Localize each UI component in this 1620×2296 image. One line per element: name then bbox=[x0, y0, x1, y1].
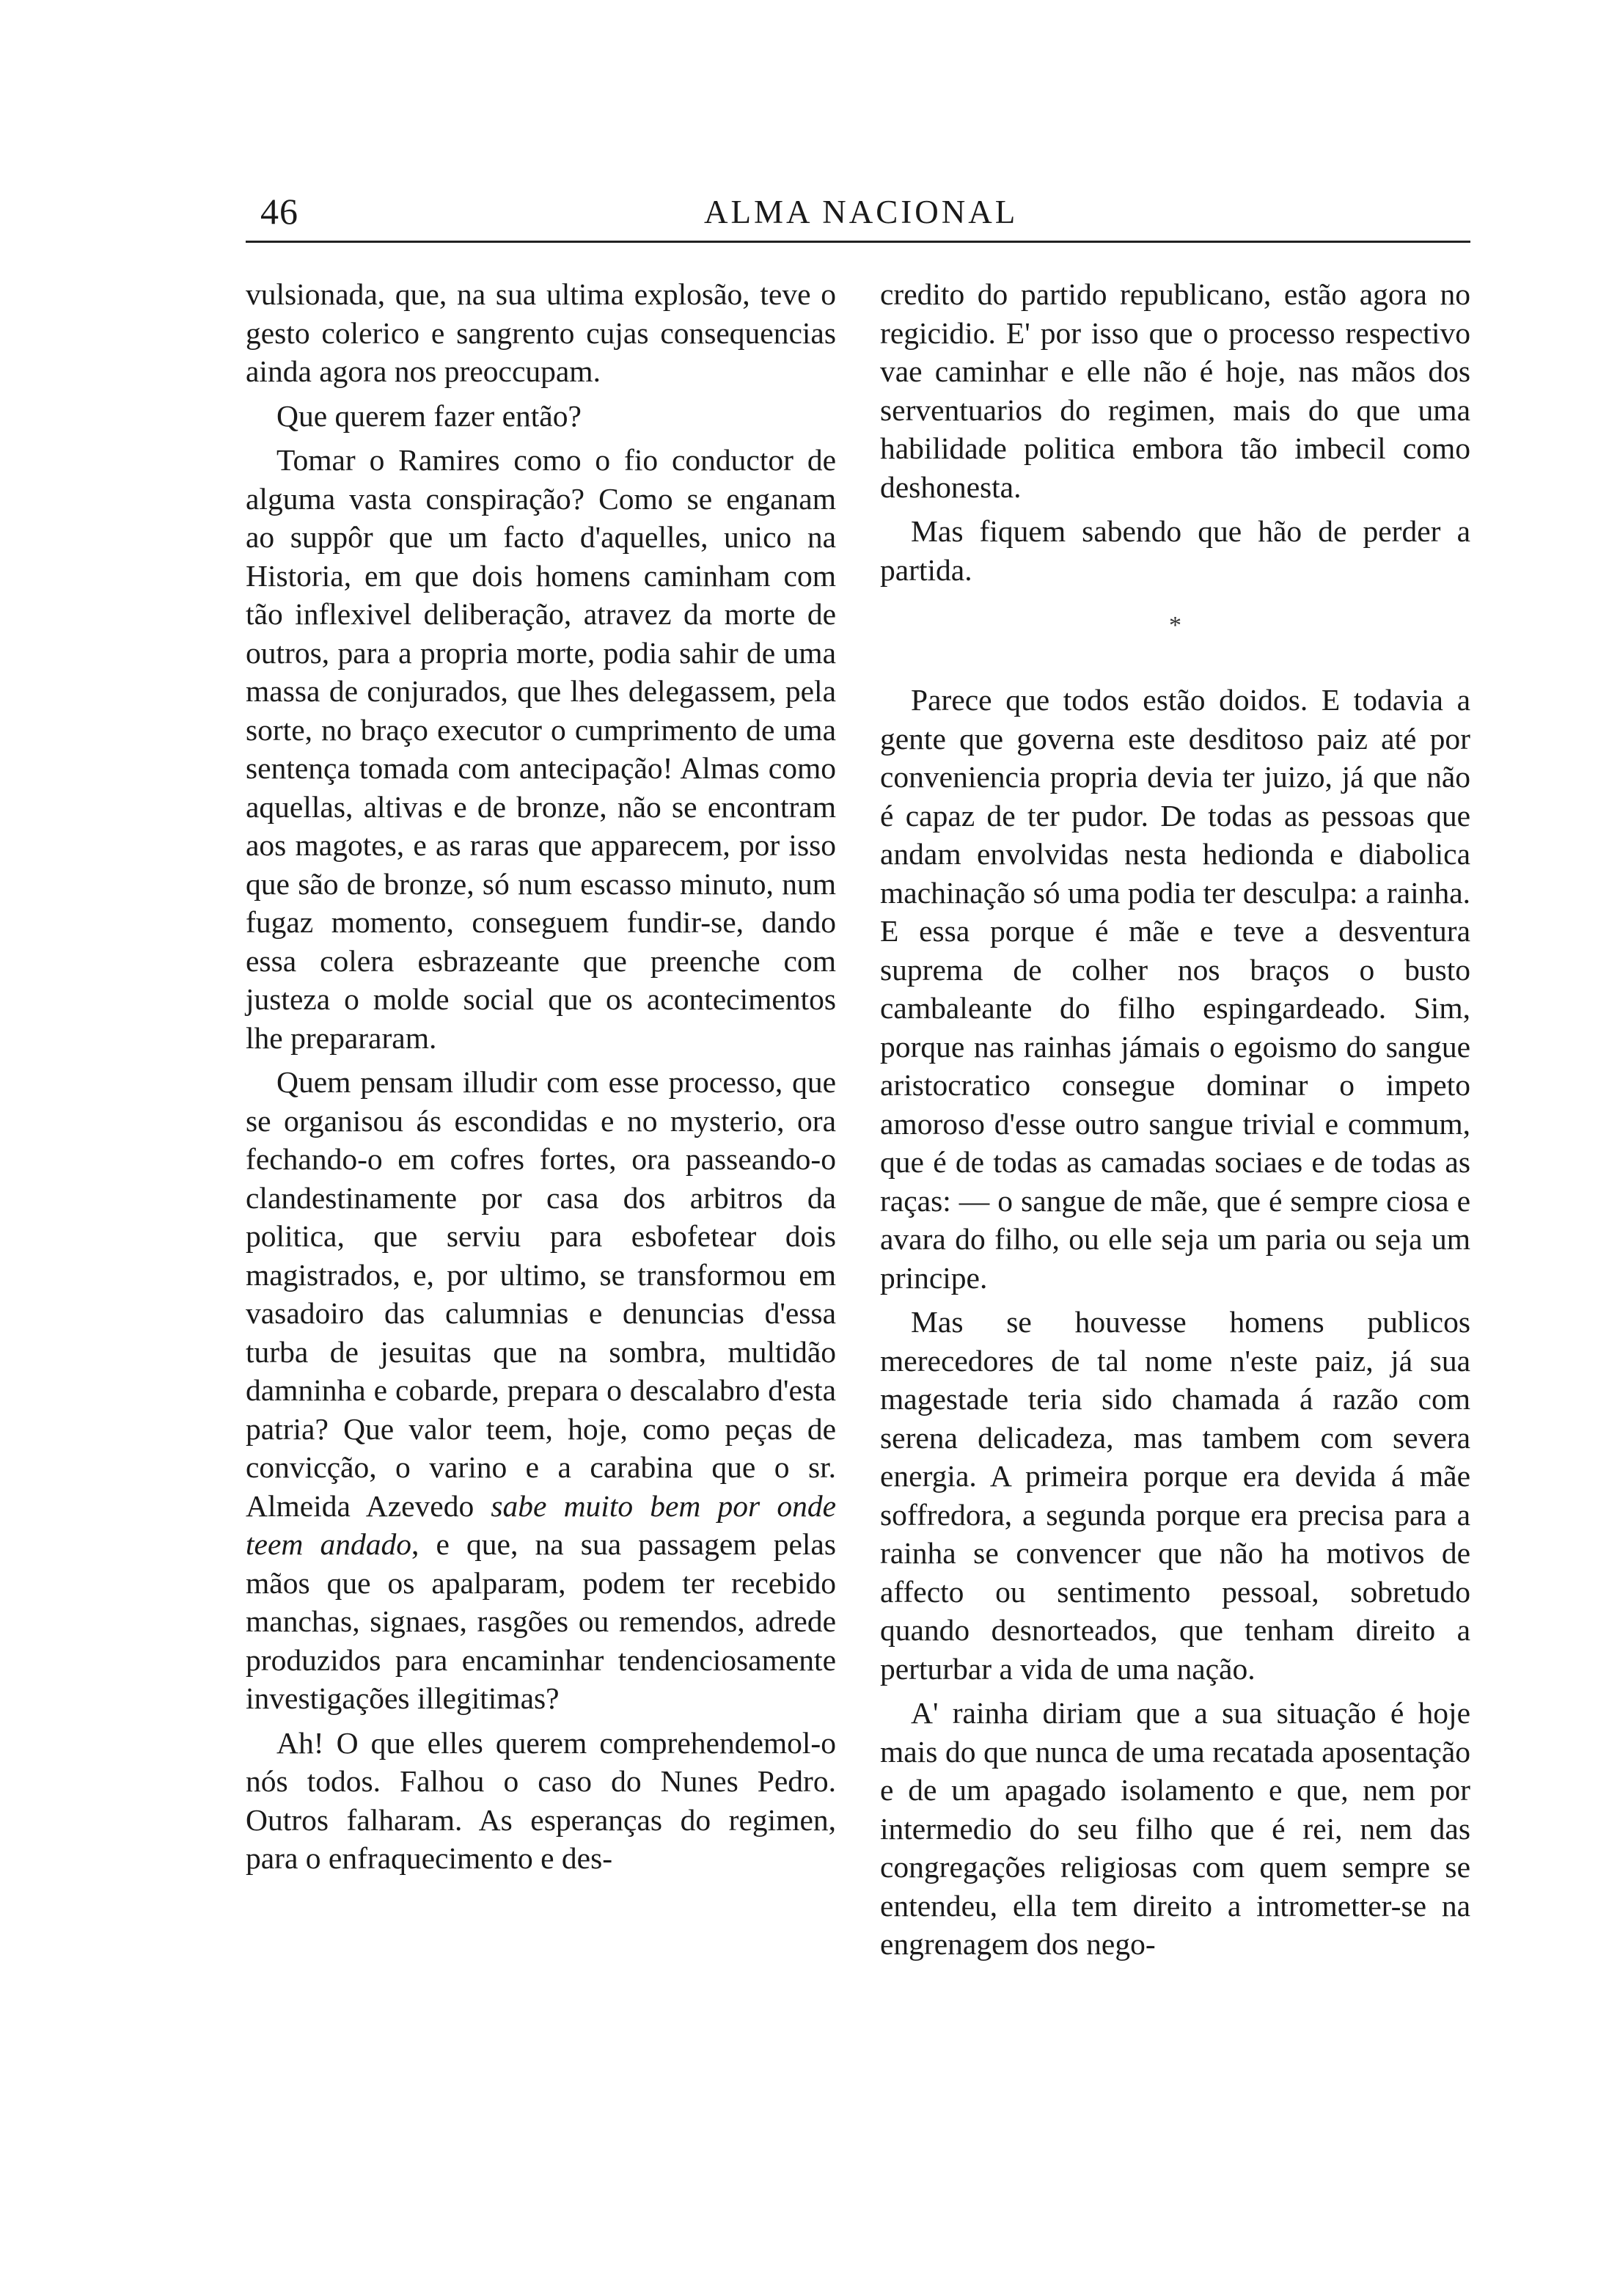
paragraph: vulsionada, que, na sua ultima explosão, teve o gesto colerico e sangrento cujas consequencias ainda agora nos preoccupam. bbox=[246, 277, 836, 388]
paragraph: Mas se houvesse homens publicos merecedores de tal nome n'este paiz, já sua magestade teria sido chamada á razão com serena delicadeza, mas tambem com severa energia. A primeira porque era devida á mãe soffredora, a segunda porque era precisa para a rainha se convencer que não ha motivos de affecto ou sentimento pessoal, sobretudo quando desnorteados, que tenham direito a perturbar a vida de uma nação. bbox=[880, 1305, 1470, 1686]
right-column bbox=[880, 275, 1470, 1970]
header-rule bbox=[246, 241, 1470, 243]
paragraph bbox=[246, 1063, 836, 1718]
page-header bbox=[249, 187, 1470, 246]
section-separator: * bbox=[1169, 612, 1181, 639]
paragraph: A' rainha diriam que a sua situação é hoje mais do que nunca de uma recatada aposentação e de um apagado isolamento e que, nem por intermedio do seu filho que é rei, nem das congregações religiosas com quem sempre se entendeu, ella tem direito a intrometter-se na engrenagem dos nego- bbox=[880, 1696, 1470, 1961]
paragraph-text: Quem pensam illudir com esse processo, que se organisou ás escondidas e no mysterio, ora fechando-o em cofres fortes, ora passeando-o clandestinamente por casa dos arbitros da politica, que serviu para esbofetear dois magistrados, e, por ultimo, se transformou em vasadoiro das calumnias e denuncias d'essa turba de jesuitas que na sombra, multidão damninha e cobarde, prepara o descalabro d'esta patria? Que valor teem, hoje, como peças de convicção, o varino e a carabina que o sr. Almeida Azevedo bbox=[246, 1065, 836, 1523]
paragraph: Ah! O que elles querem comprehendemol-o nós todos. Falhou o caso do Nunes Pedro. Outros falharam. As esperanças do regimen, para o enfraquecimento e des- bbox=[246, 1725, 836, 1875]
paragraph: Mas fiquem sabendo que hão de perder a partida. bbox=[880, 514, 1470, 587]
paragraph: Que querem fazer então? bbox=[276, 398, 582, 433]
left-column bbox=[246, 275, 836, 1884]
paragraph: Tomar o Ramires como o fio conductor de alguma vasta conspiração? Como se enganam ao suppôr que um facto d'aquelles, unico na Historia, em que dois homens caminham com tão inflexivel deliberação, atravez da morte de outros, para a propria morte, podia sahir de uma massa de conjurados, que lhes delegassem, pela sorte, no braço executor o cumprimento de uma sentença tomada com antecipação! Almas como aquellas, altivas e de bronze, não se encontram aos magotes, e as raras que apparecem, por isso que são de bronze, só num escasso minuto, num fugaz momento, conseguem fundir-se, dando essa colera esbrazeante que preenche com justeza o molde social que os acontecimentos lhe prepararam. bbox=[246, 443, 836, 1055]
page-number: 46 bbox=[260, 191, 298, 232]
paragraph: credito do partido republicano, estão agora no regicidio. E' por isso que o processo respectivo vae caminhar e elle não é hoje, nas mãos dos serventuarios do regimen, mais do que uma habilidade politica embora tão imbecil como deshonesta. bbox=[880, 277, 1470, 504]
paragraph-text: , e que, na sua passagem pelas mãos que os apalparam, podem ter recebido manchas, signaes, rasgões ou remendos, adrede produzidos para encaminhar tendenciosamente investigações illegitimas? bbox=[246, 1527, 836, 1715]
paragraph: Parece que todos estão doidos. E todavia a gente que governa este desditoso paiz até por conveniencia propria devia ter juizo, já que não é capaz de ter pudor. De todas as pessoas que andam envolvidas nesta hedionda e diabolica machinação só uma podia ter desculpa: a rainha. E essa porque é mãe e teve a desventura suprema de colher nos braços o busto cambaleante do filho espingardeado. Sim, porque nas rainhas jámais o egoismo do sangue aristocratico consegue dominar o impeto amoroso d'esse outro sangue trivial e commum, que é de todas as camadas sociaes e de todas as raças: — o sangue de mãe, que é sempre ciosa e avara do filho, ou elle seja um paria ou seja um principe. bbox=[880, 683, 1470, 1295]
italic-phrase: sabe muito bem por onde teem andado bbox=[246, 1488, 836, 1561]
running-title: ALMA NACIONAL bbox=[704, 194, 1019, 230]
